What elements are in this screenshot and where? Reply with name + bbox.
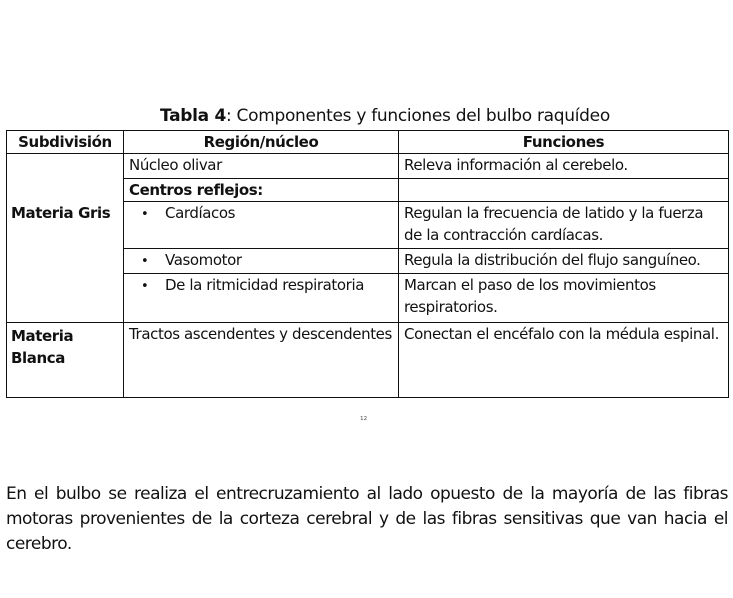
function-cell: Conectan el encéfalo con la médula espinal. [399,323,729,398]
function-cell: Regulan la frecuencia de latido y la fuerza de la contracción cardíacas. [399,202,729,249]
region-cell: Tractos ascendentes y descendentes [124,323,399,398]
bullet-icon: • [141,207,149,222]
table-row [7,154,729,179]
function-cell [399,179,729,202]
table-caption-text: : Componentes y funciones del bulbo raquídeo [226,106,610,126]
table-caption-label: Tabla 4 [160,106,226,126]
header-region: Región/núcleo [124,131,399,154]
region-cell-centros-reflejos: Centros reflejos: [124,179,399,202]
bullet-icon: • [141,254,149,269]
region-cell [124,249,399,274]
region-label: Vasomotor [165,251,242,269]
region-label: Cardíacos [165,204,236,222]
subdivision-label-line2: Blanca [11,349,65,367]
region-cell [124,274,399,323]
region-cell [124,202,399,249]
table-row [7,323,729,398]
subdivision-materia-blanca [7,323,124,398]
function-cell: Releva información al cerebelo. [399,154,729,179]
function-cell: Regula la distribución del flujo sanguíneo. [399,249,729,274]
body-paragraph: En el bulbo se realiza el entrecruzamiento al lado opuesto de la mayoría de las fibras motoras provenientes de la corteza cerebral y de las fibras sensitivas que van hacia el cerebro. [6,484,728,554]
components-table [6,130,729,398]
table-header-row [7,131,729,154]
page-number-fragment: ¹² [360,416,368,426]
table-caption [160,105,610,127]
header-subdivision: Subdivisión [7,131,124,154]
region-cell: Núcleo olivar [124,154,399,179]
function-cell: Marcan el paso de los movimientos respiratorios. [399,274,729,323]
subdivision-materia-gris: Materia Gris [7,154,124,323]
subdivision-label-line1: Materia [11,327,74,345]
bullet-icon: • [141,279,149,294]
region-label: De la ritmicidad respiratoria [165,276,365,294]
header-funciones: Funciones [399,131,729,154]
